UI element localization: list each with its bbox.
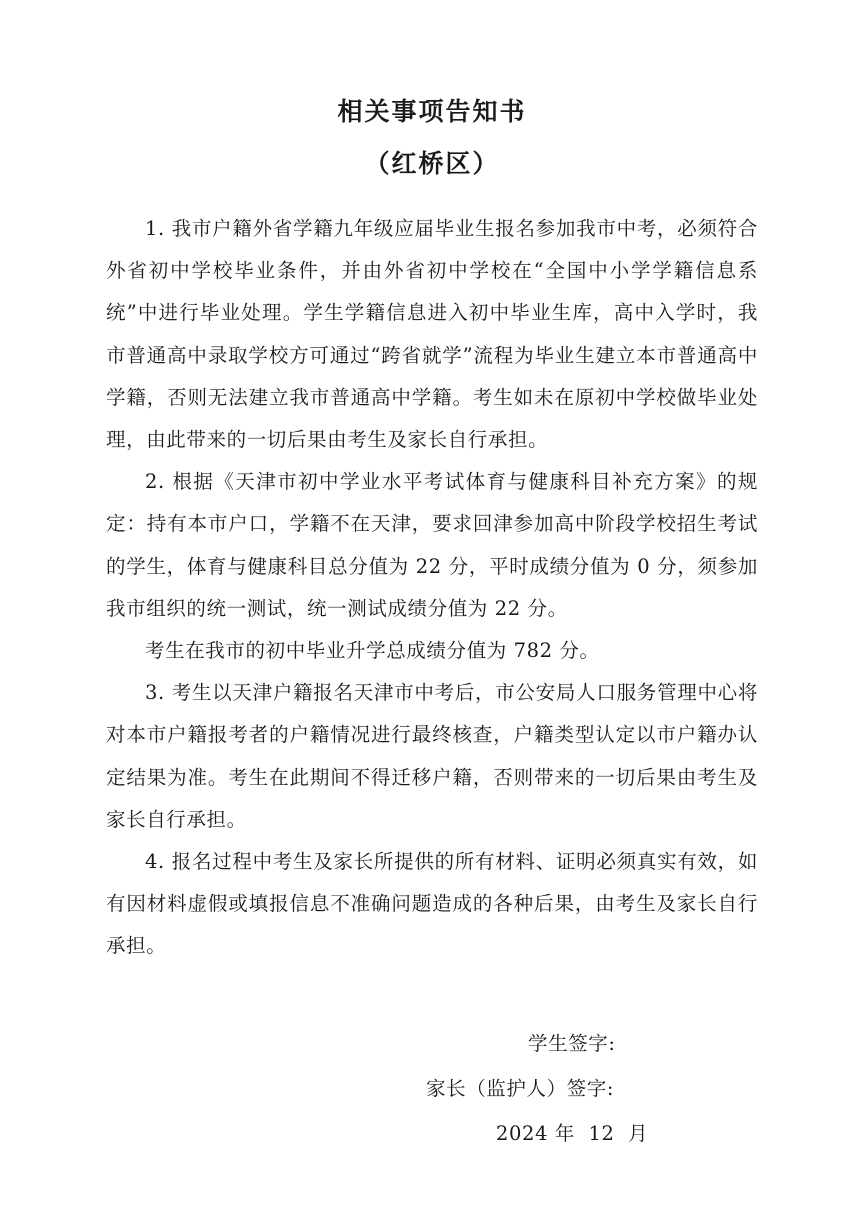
paragraph-2: 2. 根据《天津市初中学业水平考试体育与健康科目补充方案》的规定：持有本市户口，学籍不在天津，要求回津参加高中阶段学校招生考试的学生，体育与健康科目总分值为 22 分，平时成绩分值为 0 分，须参加我市组织的统一测试，统一测试成绩分值为 22 分。	[106, 470, 758, 620]
paragraph-1: 1. 我市户籍外省学籍九年级应届毕业生报名参加我市中考，必须符合外省初中学校毕业条件，并由外省初中学校在“全国中小学学籍信息系统”中进行毕业处理。学生学籍信息进入初中毕业生库，高中入学时，我市普通高中录取学校方可通过“跨省就学”流程为毕业生建立本市普通高中学籍，否则无法建立我市普通高中学籍。考生如未在原初中学校做毕业处理，由此带来的一切后果由考生及家长自行承担。	[106, 217, 758, 452]
parent-signature-line: 家长（监护人）签字:	[426, 1077, 615, 1100]
paragraph-3: 3. 考生以天津户籍报名天津市中考后，市公安局人口服务管理中心将对本市户籍报考者的户籍情况进行最终核查，户籍类型认定以市户籍办认定结果为准。考生在此期间不得迁移户籍，否则带来的一切后果由考生及家长自行承担。	[106, 681, 758, 831]
document-body	[106, 208, 758, 968]
signature-date: 2024 年 12 月	[496, 1122, 649, 1145]
document-title: 相关事项告知书	[337, 97, 527, 126]
paragraph-total-score: 考生在我市的初中毕业升学总成绩分值为 782 分。	[145, 639, 600, 663]
document-subtitle: （红桥区）	[364, 149, 500, 178]
paragraph-4: 4. 报名过程中考生及家长所提供的所有材料、证明必须真实有效，如有因材料虚假或填报信息不准确问题造成的各种后果，由考生及家长自行承担。	[106, 850, 758, 958]
student-signature-line: 学生签字:	[528, 1032, 616, 1055]
